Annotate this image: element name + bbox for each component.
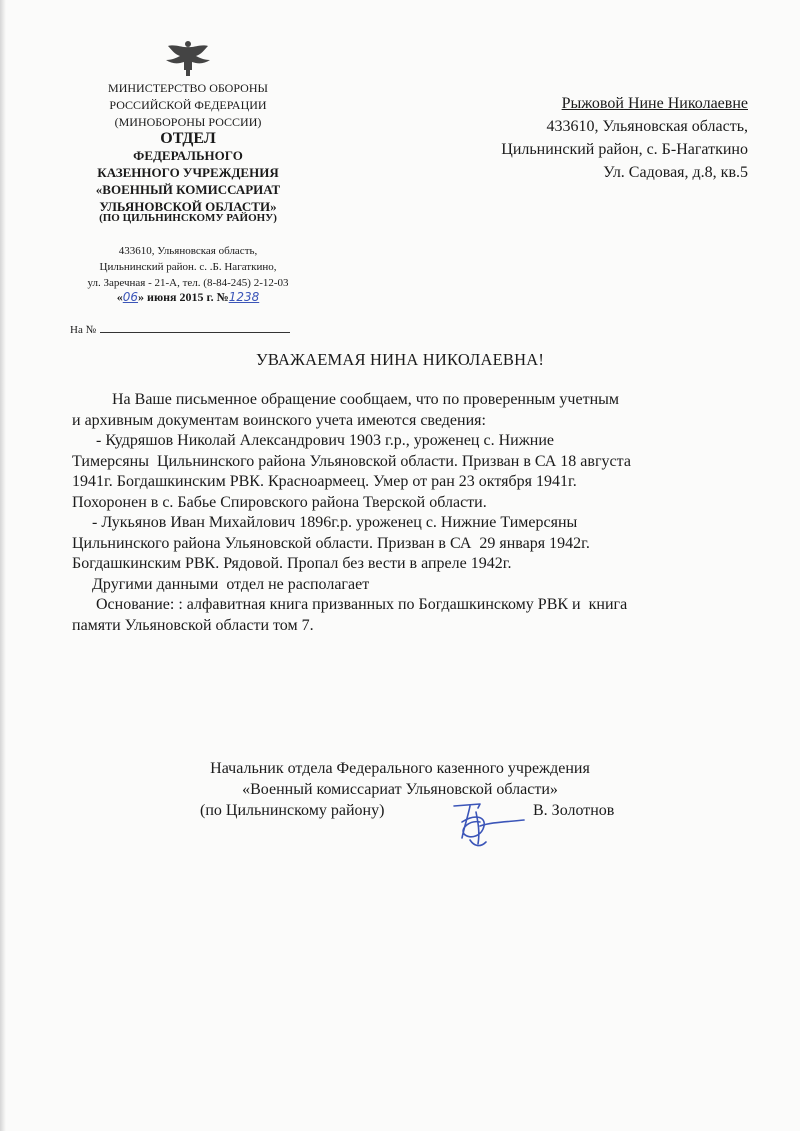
body-line: памяти Ульяновской области том 7. [72,616,314,634]
ministry-line-2: РОССИЙСКОЙ ФЕДЕРАЦИИ [109,98,267,112]
body-line: 1941г. Богдашкинским РВК. Красноармеец. Умер от ран 23 октября 1941г. [72,473,577,490]
signatory-title-line-1: Начальник отдела Федерального казенного учреждения [210,760,590,777]
recipient-block [501,92,748,184]
body-line: и архивным документам воинского учета имеются сведения: [72,411,486,429]
body-line: На Ваше письменное обращение сообщаем, что по проверенным учетным [72,391,619,408]
date-day-handwritten: 06 [122,290,139,304]
body-line: Похоронен в с. Бабье Спировского района Тверской области. [72,493,487,511]
reference-line [70,322,290,336]
letterhead-address-line-1: 433610, Ульяновская область, [118,245,258,257]
letterhead-department [70,130,306,215]
letterhead-address-line-2: Цильнинский район. с. .Б. Нагаткино, [99,261,277,273]
letterhead-address-line-3: ул. Заречная - 21-А, тел. (8-84-245) 2-12-03 [87,277,289,289]
letter-dateline [70,290,306,305]
body-line: Основание: : алфавитная книга призванных по Богдашкинскому РВК и книга [72,596,628,613]
letterhead-subdivision: (ПО ЦИЛЬНИНСКОМУ РАЙОНУ) [99,212,277,224]
signatory-name: В. Золотнов [533,802,615,819]
double-headed-eagle-emblem-icon [162,38,214,78]
scan-edge-shadow [0,0,6,1131]
department-line-1: ОТДЕЛ [160,130,216,147]
reference-blank-line [100,322,290,333]
ministry-line-3: (МИНОБОРОНЫ РОССИИ) [114,115,262,129]
body-line: Тимерсяны Цильнинского района Ульяновской области. Призван в СА 18 августа [72,452,631,470]
department-line-3: КАЗЕННОГО УЧРЕЖДЕНИЯ [97,165,279,180]
signatory-title-line-2: «Военный комиссариат Ульяновской области» [242,781,558,798]
body-line: - Кудряшов Николай Александрович 1903 г.р., уроженец с. Нижние [72,432,554,449]
letterhead-ministry [70,80,306,131]
recipient-name: Рыжовой Нине Николаевне [561,95,748,112]
recipient-address-1: 433610, Ульяновская область, [546,118,748,135]
number-sign: № [216,290,229,304]
handwritten-signature-icon [440,792,530,852]
department-line-4: «ВОЕННЫЙ КОМИССАРИАТ [95,182,281,197]
signatory-title-line-3: (по Цильнинскому району) [200,802,385,819]
date-month-year: » июня 2015 г. [138,290,217,304]
recipient-address-3: Ул. Садовая, д.8, кв.5 [603,164,748,181]
body-line: Богдашкинским РВК. Рядовой. Пропал без вести в апреле 1942г. [72,555,512,572]
ministry-line-1: МИНИСТЕРСТВО ОБОРОНЫ [108,81,268,95]
body-line: Другими данными отдел не располагает [72,575,370,593]
body-line: - Лукьянов Иван Михайлович 1896г.р. уроженец с. Нижние Тимерсяны [72,514,578,531]
department-line-5: УЛЬЯНОВСКОЙ ОБЛАСТИ» [99,199,277,214]
reference-label: На № [70,324,97,336]
body-line: Цильнинского района Ульяновской области. Призван в СА 29 января 1942г. [72,534,590,552]
department-line-2: ФЕДЕРАЛЬНОГО [133,148,243,163]
recipient-address-2: Цильнинский район, с. Б-Нагаткино [501,141,748,158]
outgoing-number-handwritten: 1238 [228,290,260,304]
salutation: УВАЖАЕМАЯ НИНА НИКОЛАЕВНА! [255,350,545,369]
date-open-quote: « [116,290,123,304]
letter-body [72,390,752,636]
